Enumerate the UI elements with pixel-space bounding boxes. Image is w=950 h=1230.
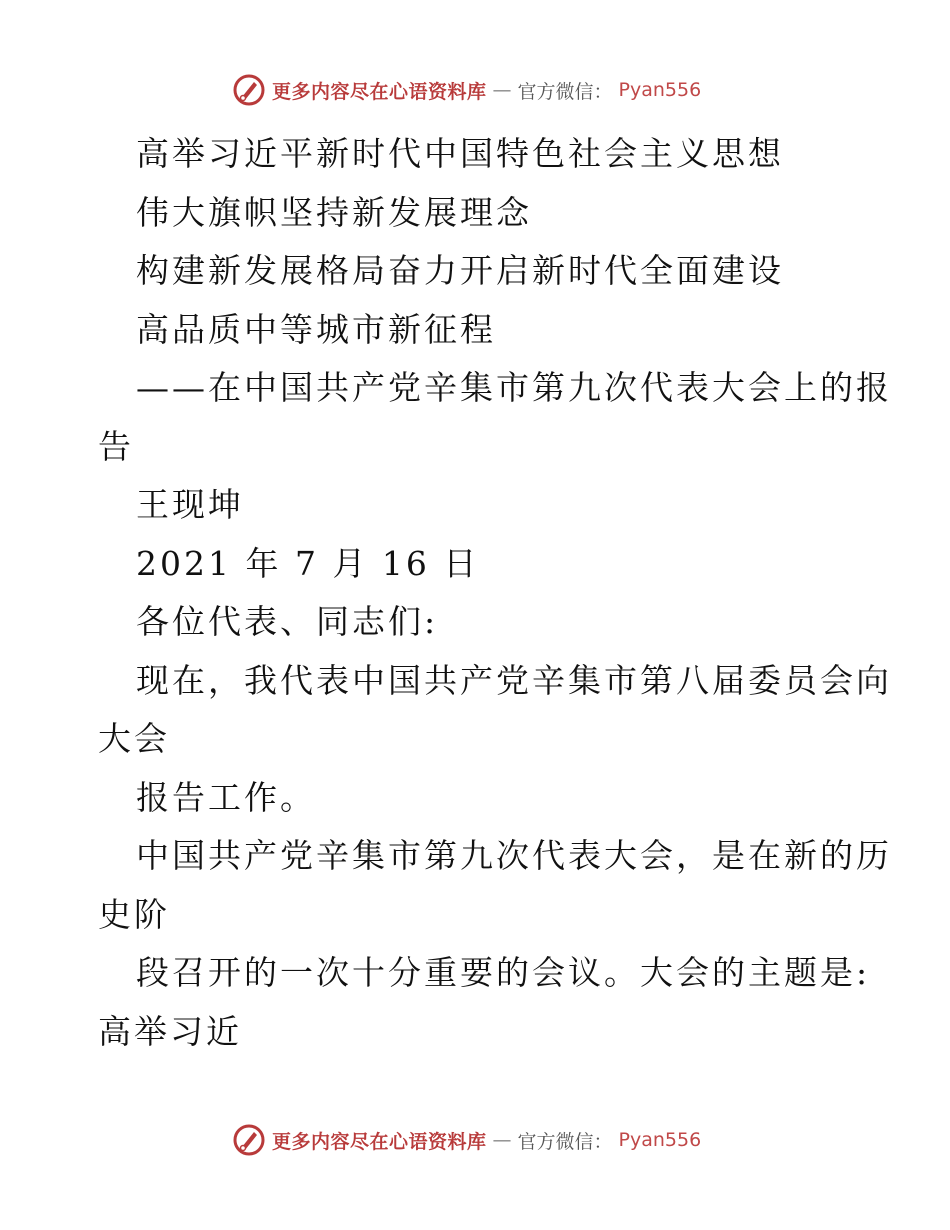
- text-line: 高举习近: [98, 1011, 242, 1051]
- watermark-brand: 更多内容尽在心语资料库: [272, 80, 487, 103]
- header-watermark: [232, 70, 701, 110]
- text-line: 王现坤: [136, 485, 244, 524]
- watermark-wechat-id: Pyan556: [618, 79, 702, 101]
- text-line: 构建新发展格局奋力开启新时代全面建设: [136, 251, 784, 290]
- text-line: ——在中国共产党辛集市第九次代表大会上的报: [136, 368, 892, 407]
- logo-icon: [232, 73, 266, 107]
- text-line: 伟大旗帜坚持新发展理念: [136, 192, 532, 232]
- watermark-separator: —: [492, 79, 512, 101]
- text-line: 告: [98, 426, 134, 466]
- text-line: 段召开的一次十分重要的会议。大会的主题是:: [136, 953, 871, 992]
- text-line: 史阶: [98, 894, 170, 934]
- logo-icon: [232, 1123, 266, 1157]
- text-line: 2021 年 7 月 16 日: [136, 543, 480, 583]
- watermark-wechat-label: 官方微信：: [517, 80, 613, 103]
- text-line: 现在，我代表中国共产党辛集市第八届委员会向: [136, 660, 892, 700]
- text-line: 各位代表、同志们:: [136, 602, 439, 641]
- watermark-separator: —: [492, 1129, 512, 1151]
- document-body: [98, 125, 892, 1061]
- watermark-wechat-label: 官方微信：: [517, 1130, 613, 1153]
- watermark-wechat-id: Pyan556: [618, 1129, 702, 1151]
- text-line: 报告工作。: [136, 777, 316, 817]
- text-line: 高举习近平新时代中国特色社会主义思想: [136, 134, 784, 173]
- footer-watermark: [232, 1120, 701, 1160]
- text-line: 中国共产党辛集市第九次代表大会，是在新的历: [136, 836, 892, 875]
- watermark-brand: 更多内容尽在心语资料库: [272, 1130, 487, 1153]
- text-line: 高品质中等城市新征程: [136, 309, 496, 349]
- text-line: 大会: [98, 719, 170, 758]
